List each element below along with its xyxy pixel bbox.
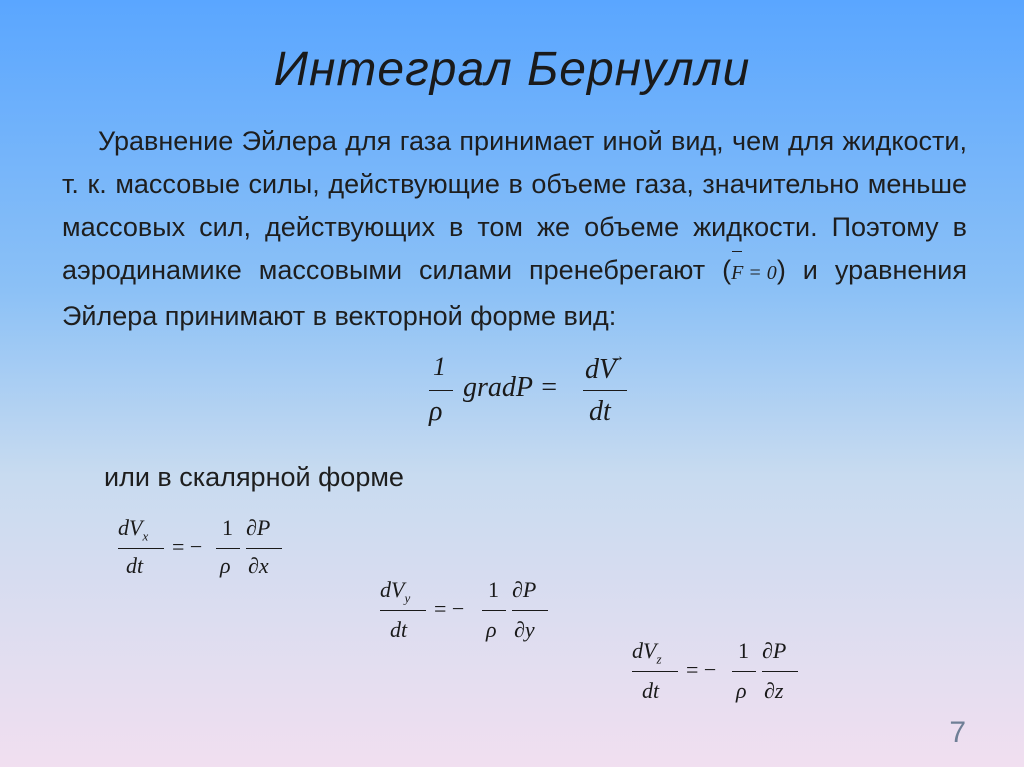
vec-num-left: 1 xyxy=(433,352,446,381)
vector-arrow-icon: → xyxy=(609,348,625,365)
eqz-dp: ∂P xyxy=(762,638,787,663)
eqz-den: dt xyxy=(642,678,660,703)
paragraph-text: Уравнение Эйлера для газа принимает иной вид, чем для жидкости, т. к. массовые силы, действующие в объеме газа, значительно меньше массовых сил, действующих в том же объеме жидкости. Поэтому в аэродинамике массовыми силами пренебрегают ( xyxy=(62,126,967,285)
eqx-den: dt xyxy=(126,553,144,578)
eqz-dvar: ∂z xyxy=(764,678,784,703)
eqx-bar1 xyxy=(118,548,164,549)
scalar-equation-y xyxy=(380,577,560,652)
eqy-bar1 xyxy=(380,610,426,611)
eqx-one: 1 xyxy=(222,515,233,540)
paragraph-end: ) и уравнения Эйлера принимают в векторной форме вид: xyxy=(62,255,967,331)
inline-formula xyxy=(731,262,777,284)
eqx-dp: ∂P xyxy=(246,515,271,540)
eqz-bar1 xyxy=(632,671,678,672)
eqx-rhs: = − xyxy=(172,534,203,559)
vec-frac-bar-left xyxy=(429,390,453,391)
eqx-dvar: ∂x xyxy=(248,553,269,578)
vec-num-right: dV xyxy=(585,354,617,385)
eqy-one: 1 xyxy=(488,577,499,602)
eqy-dvar: ∂y xyxy=(514,617,535,642)
eqy-num: $dV_y$ xyxy=(380,577,411,606)
eqx-num: $dV_x$ xyxy=(118,515,149,544)
eqx-rho: ρ xyxy=(220,553,231,578)
inline-formula-text: F = 0 xyxy=(731,252,777,295)
eqy-bar3 xyxy=(512,610,548,611)
page-number: 7 xyxy=(949,716,966,749)
slide-title: Интеграл Бернулли xyxy=(273,43,751,96)
eqz-bar3 xyxy=(762,671,798,672)
scalar-equation-x xyxy=(118,515,298,590)
eqx-bar3 xyxy=(246,548,282,549)
vec-middle: gradP = xyxy=(463,372,559,403)
eqz-num: $dV_z$ xyxy=(632,638,662,667)
vec-frac-bar-right xyxy=(583,390,627,391)
eqz-one: 1 xyxy=(738,638,749,663)
eqy-rho: ρ xyxy=(486,617,497,642)
vec-den-left: ρ xyxy=(429,396,443,427)
eqy-den: dt xyxy=(390,617,408,642)
eqy-bar2 xyxy=(482,610,506,611)
eqy-rhs: = − xyxy=(434,596,465,621)
body-paragraph xyxy=(62,120,967,338)
eqz-rho: ρ xyxy=(736,678,747,703)
scalar-equation-z xyxy=(632,638,812,713)
vector-equation xyxy=(425,348,655,442)
eqy-dp: ∂P xyxy=(512,577,537,602)
eqx-bar2 xyxy=(216,548,240,549)
eqz-rhs: = − xyxy=(686,657,717,682)
scalar-label: или в скалярной форме xyxy=(104,462,404,492)
eqz-bar2 xyxy=(732,671,756,672)
vec-den-right: dt xyxy=(589,396,611,427)
